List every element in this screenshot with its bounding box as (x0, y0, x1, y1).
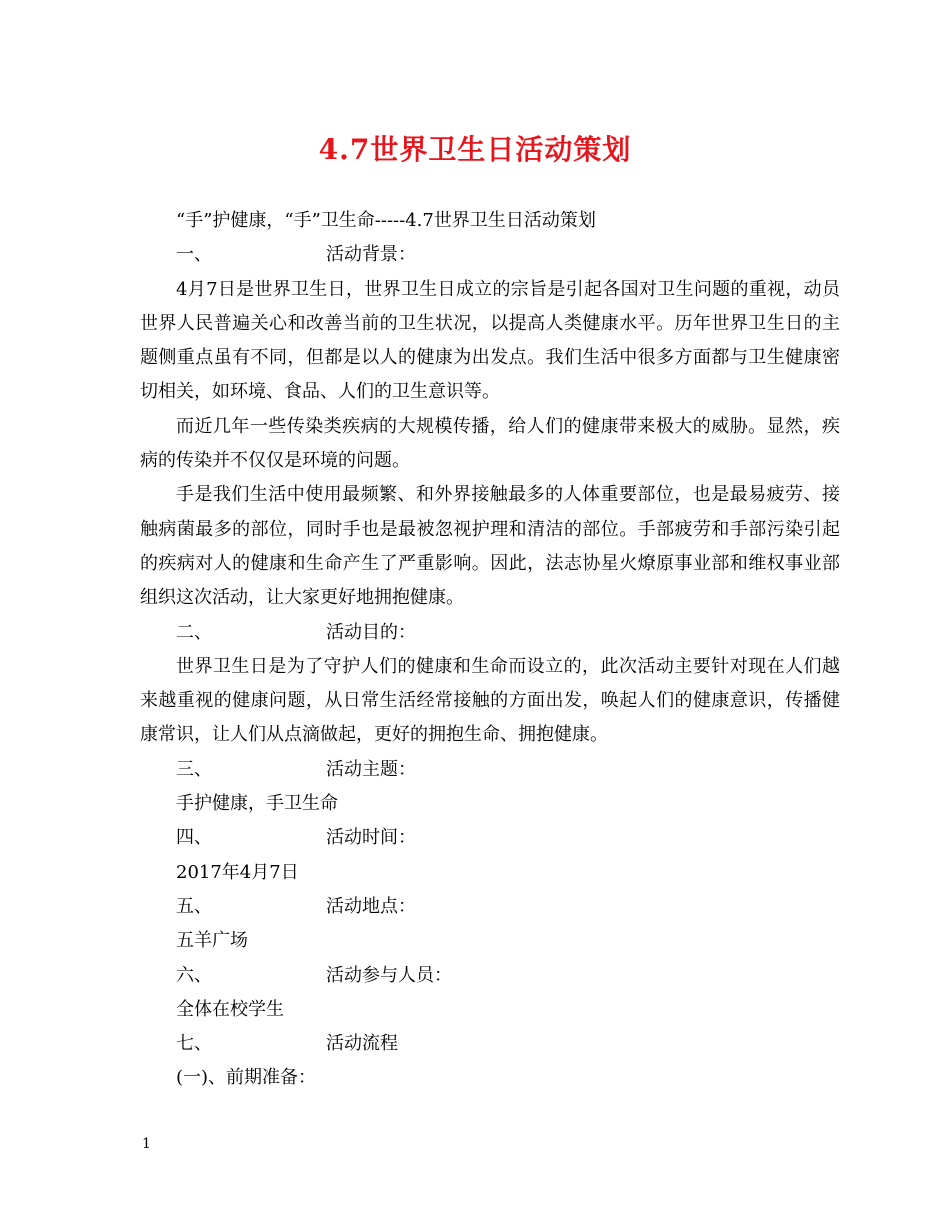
section-value: 全体在校学生 (176, 998, 284, 1020)
section-heading-label: 活动时间： (326, 827, 416, 849)
section-value: 手护健康，手卫生命 (176, 793, 338, 815)
section-heading-time (140, 821, 840, 855)
paragraph: 而近几年一些传染类疾病的大规模传播，给人们的健康带来极大的威胁。显然，疾病的传染并不仅仅是环境的问题。 (140, 415, 840, 472)
page-number: 1 (142, 1136, 151, 1152)
section-number: 七、 (176, 1033, 212, 1055)
section-number: 二、 (176, 621, 212, 643)
section-heading-purpose (140, 616, 840, 650)
paragraph: 4月7日是世界卫生日，世界卫生日成立的宗旨是引起各国对卫生问题的重视，动员世界人民普遍关心和改善当前的卫生状况，以提高人类健康水平。历年世界卫生日的主题侧重点虽有不同，但都是以人的健康为出发点。我们生活中很多方面都与卫生健康密切相关，如环境、食品、人们的卫生意识等。 (140, 278, 840, 403)
paragraph: 世界卫生日是为了守护人们的健康和生命而设立的，此次活动主要针对现在人们越来越重视的健康问题，从日常生活经常接触的方面出发，唤起人们的健康意识，传播健康常识，让人们从点滴做起，更好的拥抱生命、拥抱健康。 (140, 655, 840, 746)
section-value: 2017年4月7日 (176, 861, 299, 883)
section-heading-location (140, 890, 840, 924)
paragraph: 手是我们生活中使用最频繁、和外界接触最多的人体重要部位，也是最易疲劳、接触病菌最多的部位，同时手也是最被忽视护理和清洁的部位。手部疲劳和手部污染引起的疾病对人的健康和生命产生了严重影响。因此，法志协星火燎原事业部和维权事业部组织这次活动，让大家更好地拥抱健康。 (140, 484, 840, 609)
section-number: 五、 (176, 895, 212, 917)
section-heading-process (140, 1027, 840, 1061)
section-number: 六、 (176, 964, 212, 986)
document-title: 4.7世界卫生日活动策划 (318, 133, 632, 166)
section-heading-theme (140, 753, 840, 787)
section-value: (一)、前期准备： (176, 1067, 317, 1089)
document-body (140, 204, 840, 1096)
section-number: 一、 (176, 244, 212, 266)
section-heading-label: 活动目的： (326, 621, 416, 643)
section-heading-label: 活动地点： (326, 895, 416, 917)
section-heading-label: 活动流程 (326, 1033, 398, 1055)
section-value: 五羊广场 (176, 930, 248, 952)
section-heading-label: 活动背景： (326, 244, 416, 266)
section-heading-participants (140, 959, 840, 993)
document-subtitle: “手”护健康，“手”卫生命-----4.7世界卫生日活动策划 (176, 210, 596, 231)
section-heading-label: 活动参与人员： (326, 964, 452, 986)
section-heading-label: 活动主题： (326, 758, 416, 780)
section-number: 四、 (176, 827, 212, 849)
section-number: 三、 (176, 758, 212, 780)
section-heading-background (140, 238, 840, 272)
